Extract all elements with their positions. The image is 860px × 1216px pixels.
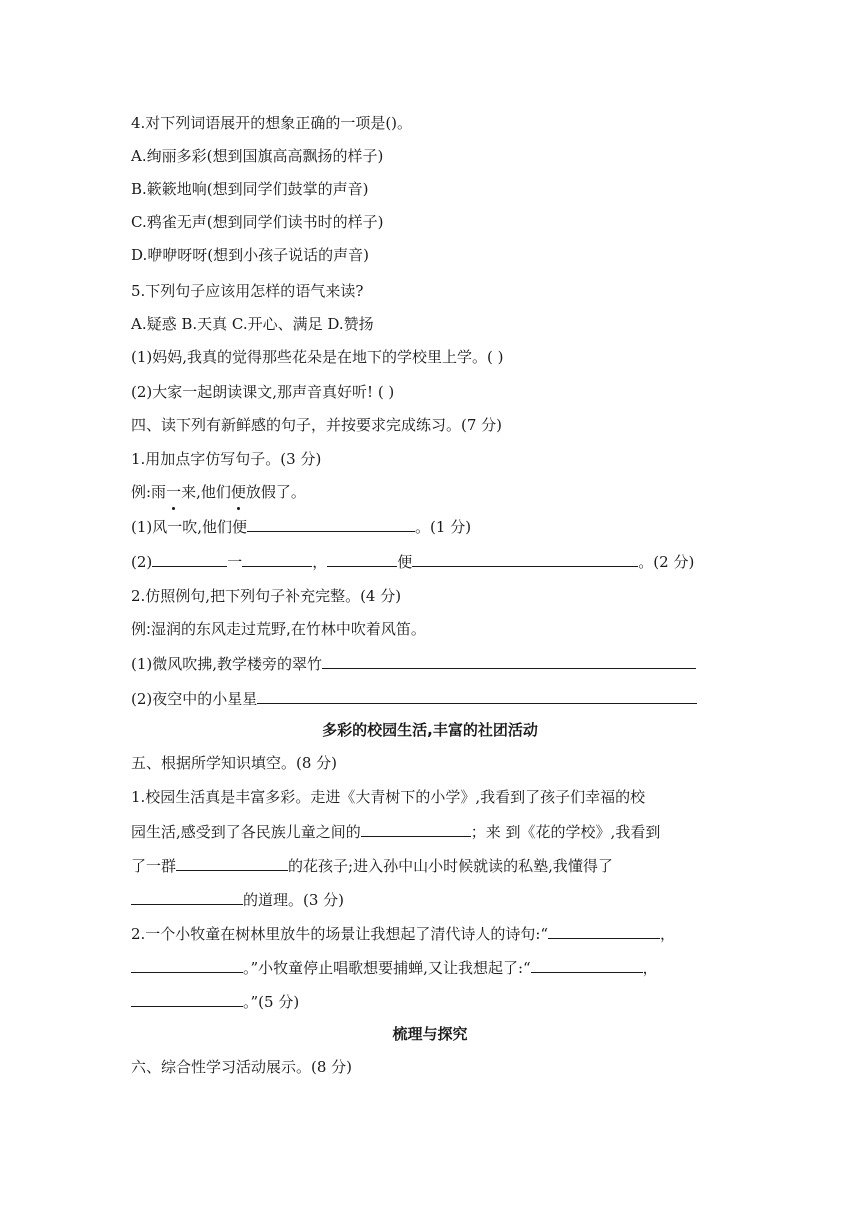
q5-choices: A.疑惑 B.天真 C.开心、满足 D.赞扬: [131, 315, 374, 333]
emphasis-dot-char: 便: [230, 483, 246, 501]
answer-blank[interactable]: [322, 652, 696, 669]
section-heading: 多彩的校园生活,丰富的社团活动: [322, 721, 538, 739]
s5-q2-line-1: 2.一个小牧童在树林里放牛的场景让我想起了清代诗人的诗句:“ ，: [131, 922, 675, 945]
s4-q1-item-2: (2) 一 ， 便 。(2 分): [131, 550, 694, 573]
section5-title: 五、根据所学知识填空。(8 分): [131, 754, 338, 772]
answer-blank[interactable]: [242, 550, 312, 567]
answer-blank[interactable]: [327, 550, 397, 567]
s5-q2-line-3: 。”(5 分): [131, 990, 299, 1013]
s4-q1-example: 例:雨一来,他们便放假了。: [131, 483, 306, 501]
s4-q2-item-1: (1)微风吹拂,教学楼旁的翠竹: [131, 652, 696, 675]
answer-blank[interactable]: [131, 888, 243, 905]
answer-blank[interactable]: [176, 854, 288, 871]
s4-q1-stem: 1.用加点字仿写句子。(3 分): [131, 450, 322, 468]
q4-option-a: A.绚丽多彩(想到国旗高高飘扬的样子): [131, 147, 384, 165]
answer-blank[interactable]: [152, 550, 227, 567]
answer-blank[interactable]: [361, 820, 471, 837]
answer-blank[interactable]: [548, 922, 660, 939]
q4-stem: 4.对下列词语展开的想象正确的一项是()。: [131, 114, 413, 132]
s5-q1-line-4: 的道理。(3 分): [131, 888, 344, 911]
q5-stem: 5.下列句子应该用怎样的语气来读?: [131, 282, 364, 300]
s4-q2-example: 例:湿润的东风走过荒野,在竹林中吹着风笛。: [131, 620, 426, 638]
s5-q2-line-2: 。”小牧童停止唱歌想要捕蝉,又让我想起了:“ ，: [131, 956, 658, 979]
answer-blank[interactable]: [247, 515, 415, 532]
answer-blank[interactable]: [131, 956, 243, 973]
q4-option-b: B.簌簌地响(想到同学们鼓掌的声音): [131, 180, 369, 198]
q4-option-c: C.鸦雀无声(想到同学们读书时的样子): [131, 213, 384, 231]
q5-item-2: (2)大家一起朗读课文,那声音真好听! ( ): [131, 383, 395, 401]
s4-q2-item-2: (2)夜空中的小星星: [131, 687, 697, 710]
answer-blank[interactable]: [531, 956, 643, 973]
section-heading: 梳理与探究: [392, 1025, 468, 1043]
answer-blank[interactable]: [131, 990, 243, 1007]
section4-title: 四、读下列有新鲜感的句子，并按要求完成练习。(7 分): [131, 416, 503, 434]
s5-q1-line-1: 1.校园生活真是丰富多彩。走进《大青树下的小学》,我看到了孩子们幸福的校: [131, 788, 646, 806]
q4-option-d: D.咿咿呀呀(想到小孩子说话的声音): [131, 246, 369, 264]
s4-q1-item-1: (1)风一吹,他们便 。(1 分): [131, 515, 471, 538]
answer-blank[interactable]: [412, 550, 638, 567]
s4-q2-stem: 2.仿照例句,把下列句子补充完整。(4 分): [131, 587, 402, 605]
emphasis-dot-char: 一: [166, 483, 182, 501]
q5-item-1: (1)妈妈,我真的觉得那些花朵是在地下的学校里上学。( ): [131, 348, 504, 366]
s5-q1-line-2: 园生活,感受到了各民族儿童之间的 ；来 到《花的学校》,我看到: [131, 820, 660, 843]
answer-blank[interactable]: [257, 687, 697, 704]
s5-q1-line-3: 了一群 的花孩子;进入孙中山小时候就读的私塾,我懂得了: [131, 854, 613, 877]
section6-title: 六、综合性学习活动展示。(8 分): [131, 1058, 353, 1076]
